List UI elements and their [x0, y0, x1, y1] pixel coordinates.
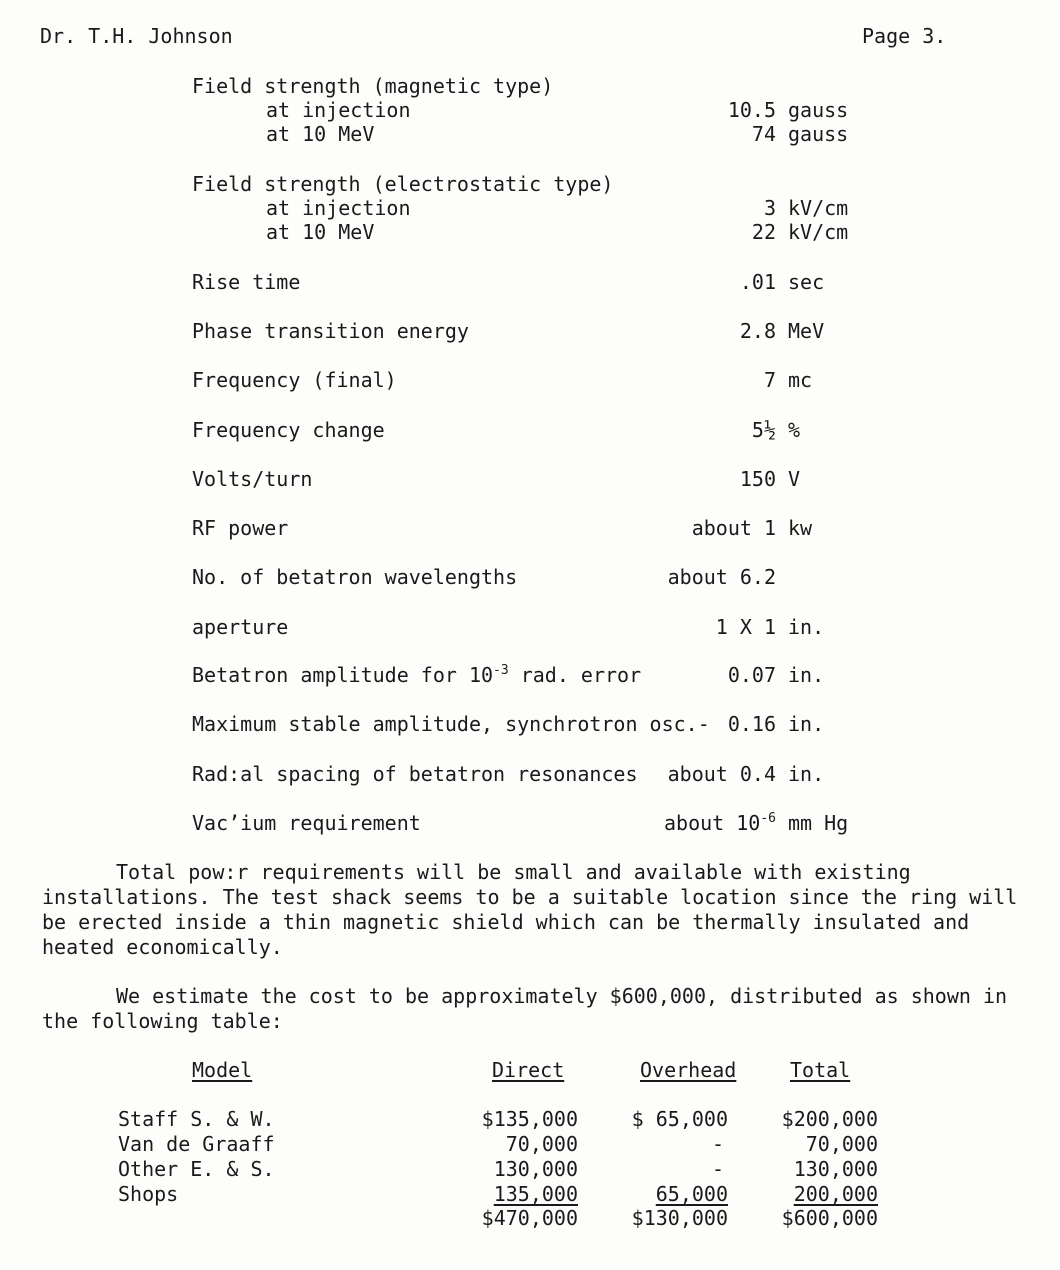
- spec-value: about 0.4: [667, 762, 776, 786]
- table-total-direct: $470,000: [481, 1206, 578, 1230]
- spec-label-frequency-final: Frequency (final): [192, 368, 397, 392]
- table-cell-total: $200,000: [781, 1107, 878, 1131]
- spec-value: 0.16: [727, 712, 776, 736]
- spec-unit: kV/cm: [788, 196, 849, 220]
- spec-label-volts-turn: Volts/turn: [192, 467, 313, 491]
- spec-unit: mc: [788, 368, 813, 392]
- spec-label-field-mag: Field strength (magnetic type): [192, 74, 554, 98]
- cost-paragraph: We estimate the cost to be approximately $600,000, distributed as shown in the following table:: [42, 984, 1008, 1033]
- spec-value: 150: [739, 467, 776, 491]
- table-header-direct: Direct: [492, 1058, 565, 1082]
- spec-value: about 6.2: [667, 565, 776, 589]
- spec-value: 0.07: [727, 663, 776, 687]
- table-cell-model: Shops: [118, 1182, 179, 1206]
- spec-unit: sec: [788, 270, 825, 294]
- spec-label-max-stable-amplitude: Maximum stable amplitude, synchrotron osc.-: [192, 712, 710, 736]
- spec-unit: gauss: [788, 98, 849, 122]
- spec-sublabel: at 10 MeV: [266, 220, 375, 244]
- spec-value: 7: [763, 368, 776, 392]
- spec-label-frequency-change: Frequency change: [192, 418, 385, 442]
- spec-value: 22: [751, 220, 776, 244]
- table-cell-direct: 135,000: [493, 1182, 578, 1206]
- spec-value: 10.5: [727, 98, 776, 122]
- spec-unit: in.: [788, 663, 825, 687]
- table-cell-overhead: 65,000: [655, 1182, 728, 1206]
- spec-value: .01: [739, 270, 776, 294]
- spec-label-betatron-wavelengths: No. of betatron wavelengths: [192, 565, 518, 589]
- table-cell-direct: 70,000: [505, 1132, 578, 1156]
- spec-value: about $10^{-6}$: [664, 811, 776, 835]
- exponent: -6: [760, 811, 776, 826]
- spec-label-rise-time: Rise time: [192, 270, 301, 294]
- spec-unit: mm Hg: [788, 811, 849, 835]
- table-cell-total: 70,000: [805, 1132, 878, 1156]
- spec-unit: kV/cm: [788, 220, 849, 244]
- spec-sublabel: at injection: [266, 98, 411, 122]
- spec-value: 2.8: [739, 319, 776, 343]
- spec-unit: kw: [788, 516, 813, 540]
- spec-unit: in.: [788, 615, 825, 639]
- spec-label-field-es: Field strength (electrostatic type): [192, 172, 614, 196]
- table-cell-direct: 130,000: [493, 1157, 578, 1181]
- table-cell-overhead: -: [712, 1132, 725, 1156]
- spec-label-rf-power: RF power: [192, 516, 289, 540]
- spec-unit: gauss: [788, 122, 849, 146]
- spec-unit: in.: [788, 712, 825, 736]
- spec-unit: MeV: [788, 319, 825, 343]
- spec-sublabel: at 10 MeV: [266, 122, 375, 146]
- spec-label-betatron-amplitude: Betatron amplitude for $10^{-3}$ rad. error: [192, 663, 642, 687]
- table-cell-total: 200,000: [793, 1182, 878, 1206]
- spec-unit: %: [788, 418, 801, 442]
- author-header: Dr. T.H. Johnson: [40, 24, 233, 48]
- table-total-overhead: $130,000: [631, 1206, 728, 1230]
- table-total-total: $600,000: [781, 1206, 878, 1230]
- spec-unit: in.: [788, 762, 825, 786]
- page-number: Page 3.: [862, 24, 947, 48]
- spec-value: 1 X 1: [715, 615, 776, 639]
- table-cell-total: 130,000: [793, 1157, 878, 1181]
- spec-label-vacuum: Vac’ium requirement: [192, 811, 421, 835]
- spec-value: about 1: [691, 516, 776, 540]
- exponent: -3: [493, 663, 509, 678]
- table-header-total: Total: [790, 1058, 851, 1082]
- table-header-overhead: Overhead: [640, 1058, 737, 1082]
- table-cell-model: Other E. & S.: [118, 1157, 275, 1181]
- power-paragraph: Total pow:r requirements will be small and available with existing installations. The test shack seems to be a suitable location since the ring will be erected inside a thin magnetic shield which can be thermally insulated and heated economically.: [42, 860, 1018, 959]
- spec-label-radial-spacing: Rad:al spacing of betatron resonances: [192, 762, 638, 786]
- table-cell-direct: $135,000: [481, 1107, 578, 1131]
- spec-sublabel: at injection: [266, 196, 411, 220]
- table-cell-overhead: $ 65,000: [631, 1107, 728, 1131]
- table-header-model: Model: [192, 1058, 253, 1082]
- spec-label-phase-transition: Phase transition energy: [192, 319, 469, 343]
- spec-value: 3: [763, 196, 776, 220]
- table-cell-model: Staff S. & W.: [118, 1107, 275, 1131]
- spec-value: 74: [751, 122, 776, 146]
- spec-unit: V: [788, 467, 801, 491]
- spec-label-aperture: aperture: [192, 615, 289, 639]
- spec-value: 5½: [751, 418, 776, 442]
- table-cell-overhead: -: [712, 1157, 725, 1181]
- table-cell-model: Van de Graaff: [118, 1132, 275, 1156]
